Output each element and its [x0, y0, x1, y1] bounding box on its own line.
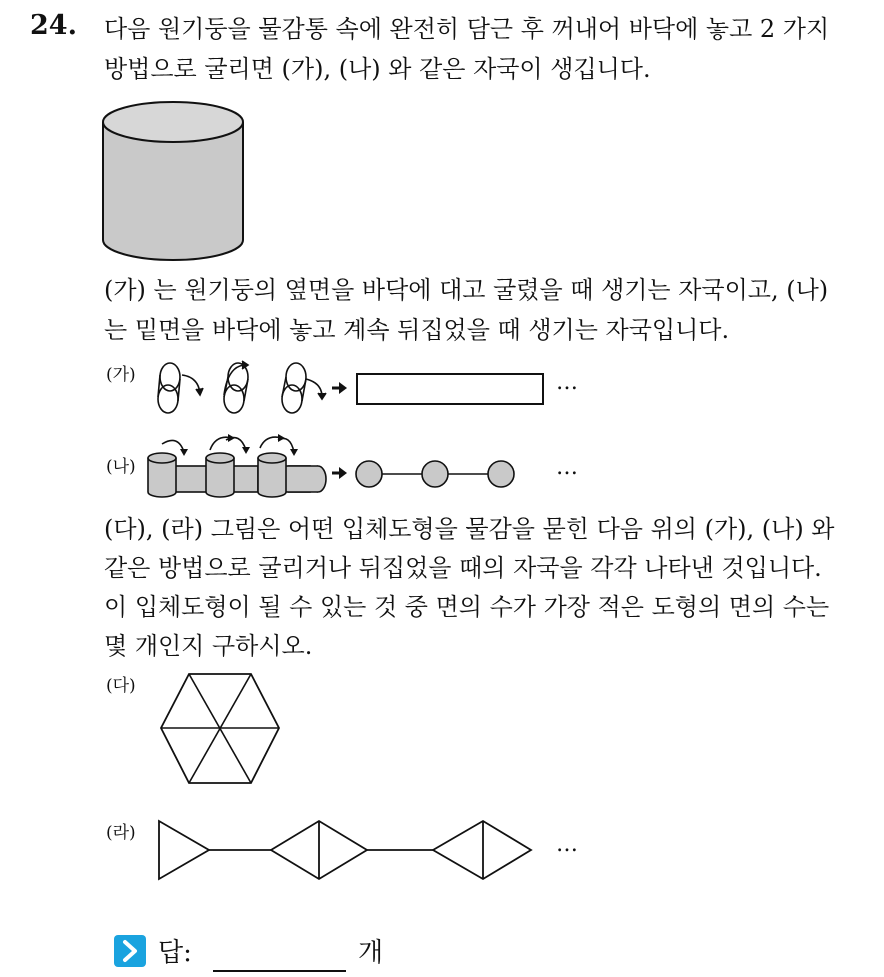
task-line-3: 이 입체도형이 될 수 있는 것 중 면의 수가 가장 적은 도형의 면의 수는: [104, 593, 830, 621]
rolling-cylinders-ga: [150, 355, 350, 415]
answer-input-line[interactable]: [213, 970, 346, 972]
figure-da-label: (다): [106, 676, 136, 696]
hexagon-figure-da: [158, 670, 282, 788]
task-line-2: 같은 방법으로 굴리거나 뒤집었을 때의 자국을 각각 나타낸 것입니다.: [104, 554, 822, 582]
figure-na-label: (나): [106, 457, 136, 477]
ra-ellipsis: …: [556, 832, 578, 857]
figure-ra-label: (라): [106, 823, 136, 843]
question-number: 24.: [30, 10, 77, 41]
na-circle-track: [355, 458, 520, 490]
question-intro-line-2: 방법으로 굴리면 (가), (나) 와 같은 자국이 생깁니다.: [104, 55, 651, 83]
task-line-4: 몇 개인지 구하시오.: [104, 632, 313, 660]
na-ellipsis: …: [556, 455, 578, 480]
description-line-1: (가) 는 원기둥의 옆면을 바닥에 대고 굴렸을 때 생기는 자국이고, (나): [104, 276, 829, 304]
answer-chevron-icon: [114, 935, 146, 967]
description-line-2: 는 밑면을 바닥에 놓고 계속 뒤집었을 때 생기는 자국입니다.: [104, 316, 730, 344]
answer-label: 답:: [158, 938, 192, 968]
task-line-1: (다), (라) 그림은 어떤 입체도형을 물감을 묻힌 다음 위의 (가), (나) 와: [104, 515, 835, 543]
ga-rectangle-track: [356, 373, 544, 405]
cylinder-figure: [100, 100, 250, 265]
answer-unit: 개: [358, 938, 384, 968]
flipping-cylinders-na: [140, 430, 355, 500]
question-intro-line-1: 다음 원기둥을 물감통 속에 완전히 담근 후 꺼내어 바닥에 놓고 2 가지: [104, 15, 830, 43]
figure-ga-label: (가): [106, 365, 136, 385]
triangle-track-ra: [155, 815, 535, 885]
ga-ellipsis: …: [556, 370, 578, 395]
